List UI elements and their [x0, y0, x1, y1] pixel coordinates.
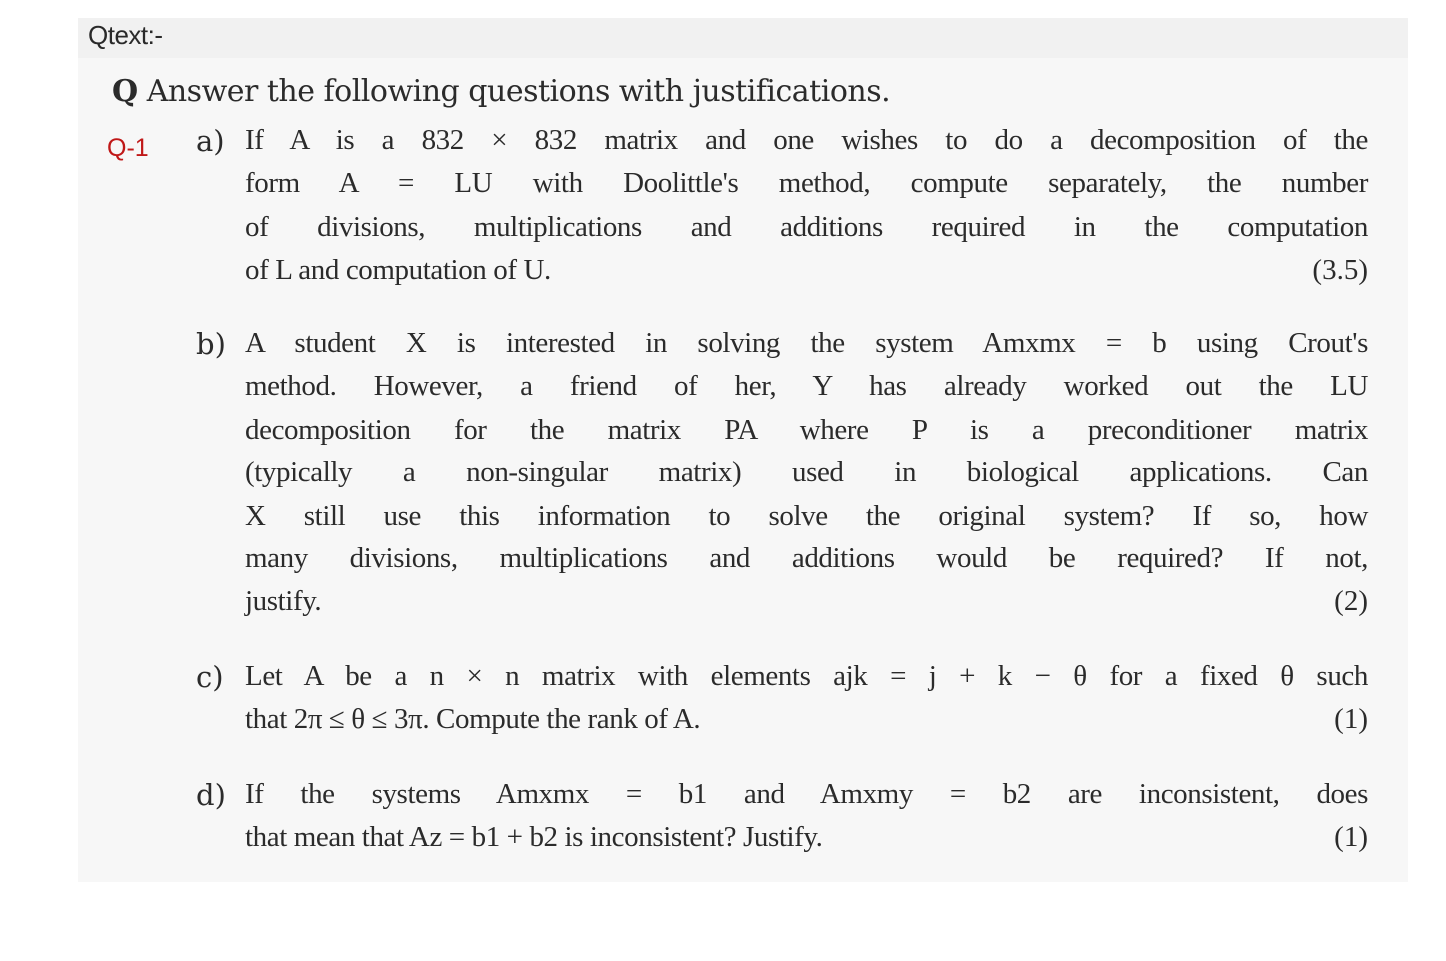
question-marker: Q	[112, 74, 138, 109]
part-a-line-2: form A = LU with Doolittle's method, compute separately, the number	[245, 167, 1368, 199]
part-a-marks: (3.5)	[1312, 254, 1368, 286]
part-d-letter: d)	[196, 778, 226, 812]
part-d-line-2: that mean that Az = b1 + b2 is inconsistent? Justify.	[245, 821, 823, 853]
part-c-line-1: Let A be a n × n matrix with elements ajk = j + k − θ for a fixed θ such	[245, 660, 1368, 692]
question-number: Q-1	[107, 134, 149, 162]
part-b-line-3: decomposition for the matrix PA where P is a preconditioner matrix	[245, 414, 1368, 446]
qtext-label: Qtext:-	[88, 20, 163, 50]
header-strip	[78, 18, 1408, 58]
part-b-line-2: method. However, a friend of her, Y has already worked out the LU	[245, 370, 1368, 402]
part-c-line-2: that 2π ≤ θ ≤ 3π. Compute the rank of A.	[245, 703, 701, 735]
part-b-letter: b)	[196, 327, 226, 361]
part-b-line-4: (typically a non-singular matrix) used in biological applications. Can	[245, 456, 1368, 488]
part-b-line-5: X still use this information to solve the original system? If so, how	[245, 500, 1368, 532]
question-intro	[112, 74, 890, 109]
part-d-marks: (1)	[1334, 821, 1368, 853]
part-a-line-4: of L and computation of U.	[245, 254, 551, 286]
question-intro-text: Answer the following questions with justifications.	[146, 74, 891, 109]
part-b-line-7: justify.	[245, 585, 322, 617]
part-b-marks: (2)	[1334, 585, 1368, 617]
part-a-line-1: If A is a 832 × 832 matrix and one wishes to do a decomposition of the	[245, 124, 1368, 156]
part-d-line-1: If the systems Amxmx = b1 and Amxmy = b2 are inconsistent, does	[245, 778, 1368, 810]
part-c-marks: (1)	[1334, 703, 1368, 735]
part-a-letter: a)	[196, 124, 225, 158]
part-c-letter: c)	[196, 660, 224, 694]
part-b-line-1: A student X is interested in solving the system Amxmx = b using Crout's	[245, 327, 1368, 359]
part-b-line-6: many divisions, multiplications and additions would be required? If not,	[245, 542, 1368, 574]
part-a-line-3: of divisions, multiplications and additions required in the computation	[245, 211, 1368, 243]
